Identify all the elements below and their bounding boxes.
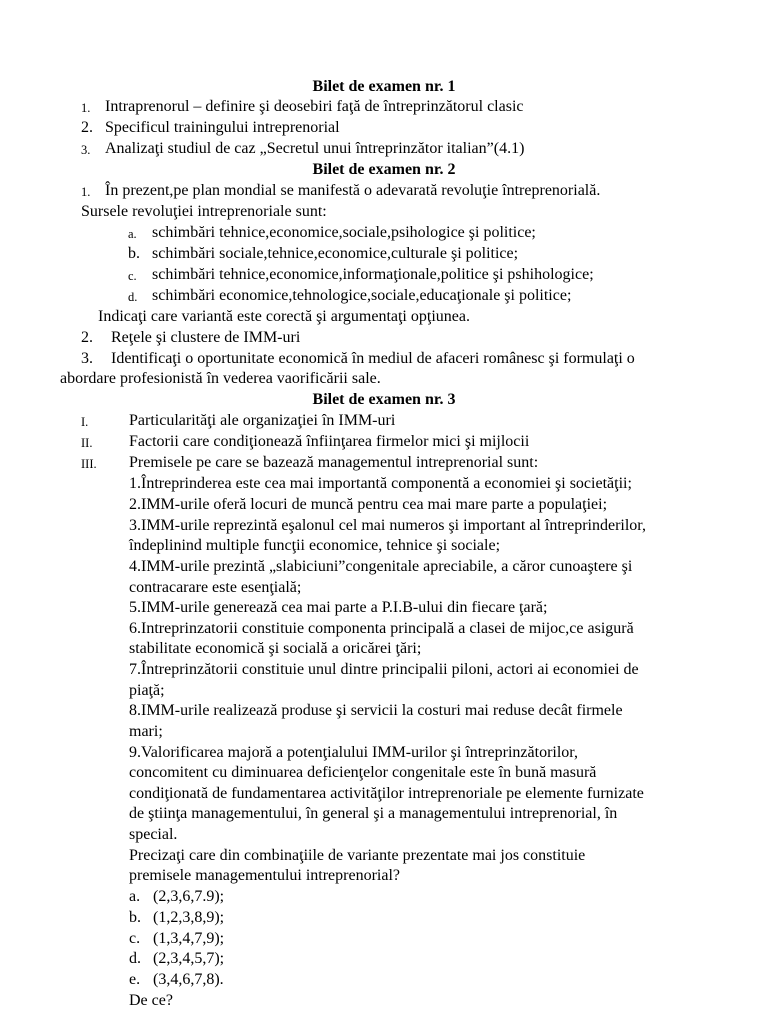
ticket-2-title: Bilet de examen nr. 2 — [312, 161, 456, 178]
ticket-3-item-III-text: Premisele pe care se bazează managementul intreprenorial sunt: — [129, 454, 539, 471]
ticket-3-item-II-marker: II. — [81, 436, 93, 450]
ticket-2-option-c-text: schimbări tehnice,economice,informaţionale,politice şi pshihologice; — [152, 266, 594, 283]
premise-line: mari; — [129, 723, 163, 740]
ticket-1-item-2-marker: 2. — [81, 119, 93, 136]
ticket-2-q3-text: Identificaţi o oportunitate economică în mediul de afaceri românesc şi formulaţi o — [111, 350, 635, 367]
ticket-2-option-b-marker: b. — [128, 245, 140, 262]
ticket-2-instruction: Indicaţi care variantă este corectă şi argumentaţi opţiunea. — [98, 308, 470, 325]
ticket-2-option-b-text: schimbări sociale,tehnice,economice,culturale şi politice; — [152, 245, 519, 262]
premise-line: concomitent cu diminuarea deficienţelor congenitale este în bună masură — [129, 764, 597, 781]
choice-e-text: (3,4,6,7,8). — [153, 971, 224, 988]
ticket-3-item-III-marker: III. — [81, 457, 97, 471]
ticket-2-q1-marker: 1. — [81, 185, 91, 199]
ticket-2-option-a-marker: a. — [128, 227, 137, 241]
premise-line: stabilitate economică şi socială a oricărei ţări; — [129, 640, 422, 657]
choice-c-text: (1,3,4,7,9); — [153, 930, 225, 947]
ticket-2-option-c-marker: c. — [128, 269, 137, 283]
premise-line: 7.Întreprinzătorii constituie unul dintre principalii piloni, actori ai economiei de — [129, 661, 639, 678]
question-line: Precizaţi care din combinaţiile de variante prezentate mai jos constituie — [129, 847, 586, 864]
premise-line: piaţă; — [129, 682, 165, 699]
premise-line: îndeplinind multiple funcţii economice, tehnice şi sociale; — [129, 537, 501, 554]
premise-line: 5.IMM-urile generează cea mai parte a P.I.B-ului din fiecare ţară; — [129, 599, 548, 616]
premise-line: 6.Intreprinzatorii constituie componenta principală a clasei de mijoc,ce asigură — [129, 620, 634, 637]
ticket-2-q1-line2: Sursele revoluţiei intreprenoriale sunt: — [81, 203, 327, 220]
ticket-3-item-II-text: Factorii care condiţionează înfiinţarea firmelor mici şi mijlocii — [129, 433, 530, 450]
choice-a-marker: a. — [129, 888, 141, 905]
ticket-1-title: Bilet de examen nr. 1 — [312, 78, 456, 95]
ticket-2-q2-text: Reţele şi clustere de IMM-uri — [111, 329, 301, 346]
ticket-3-item-I-text: Particularităţi ale organizaţiei în IMM-uri — [129, 412, 396, 429]
ticket-2-option-d-marker: d. — [128, 290, 138, 304]
question-line: premisele managementului intreprenorial? — [129, 867, 400, 884]
choice-b-text: (1,2,3,8,9); — [153, 909, 225, 926]
premise-line: 4.IMM-urile prezintă „slabiciuni”congenitale apreciabile, a căror cunoaştere şi — [129, 558, 633, 575]
premise-line: 8.IMM-urile realizează produse şi servicii la costuri mai reduse decât firmele — [129, 702, 623, 719]
ticket-2-q3-line2: abordare profesionistă în vederea vaorificării sale. — [60, 370, 381, 387]
choice-d-marker: d. — [129, 950, 141, 967]
closing-question: De ce? — [129, 992, 173, 1009]
premise-line: contracarare este esenţială; — [129, 579, 302, 596]
ticket-2-q1-text: În prezent,pe plan mondial se manifestă o adevarată revoluţie întreprenorială. — [105, 182, 601, 199]
choice-a-text: (2,3,6,7.9); — [153, 888, 225, 905]
ticket-1-item-1-marker: 1. — [81, 101, 91, 115]
choice-c-marker: c. — [129, 930, 141, 947]
premise-line: 9.Valorificarea majoră a potenţialului IMM-urilor şi întreprinzătorilor, — [129, 744, 578, 761]
ticket-2-q3-marker: 3. — [81, 350, 93, 367]
premise-line: condiţionată de fundamentarea activităţilor intreprenoriale pe elemente furnizate — [129, 785, 644, 802]
premise-line: de ştiinţa managementului, în general şi a managementului intreprenorial, în — [129, 805, 618, 822]
premise-line: special. — [129, 826, 178, 843]
premise-line: 2.IMM-urile oferă locuri de muncă pentru cea mai mare parte a populaţiei; — [129, 496, 608, 513]
ticket-1-item-3-text: Analizaţi studiul de caz „Secretul unui întreprinzător italian”(4.1) — [105, 140, 525, 157]
ticket-2-q2-marker: 2. — [81, 329, 93, 346]
ticket-1-item-3-marker: 3. — [81, 143, 91, 157]
ticket-1-item-2-text: Specificul trainingului intreprenorial — [105, 119, 340, 136]
ticket-2-option-a-text: schimbări tehnice,economice,sociale,psihologice şi politice; — [152, 224, 536, 241]
ticket-2-option-d-text: schimbări economice,tehnologice,sociale,educaţionale şi politice; — [152, 287, 572, 304]
choice-e-marker: e. — [129, 971, 141, 988]
ticket-1-item-1-text: Intraprenorul – definire şi deosebiri faţă de întreprinzătorul clasic — [105, 98, 524, 115]
ticket-3-item-I-marker: I. — [81, 415, 89, 429]
premise-line: 3.IMM-urile reprezintă eşalonul cel mai numeros şi important al întreprinderilor, — [129, 517, 646, 534]
ticket-3-title: Bilet de examen nr. 3 — [312, 391, 456, 408]
premise-line: 1.Întreprinderea este cea mai importantă componentă a economiei şi societăţii; — [129, 475, 632, 492]
choice-d-text: (2,3,4,5,7); — [153, 950, 225, 967]
choice-b-marker: b. — [129, 909, 141, 926]
